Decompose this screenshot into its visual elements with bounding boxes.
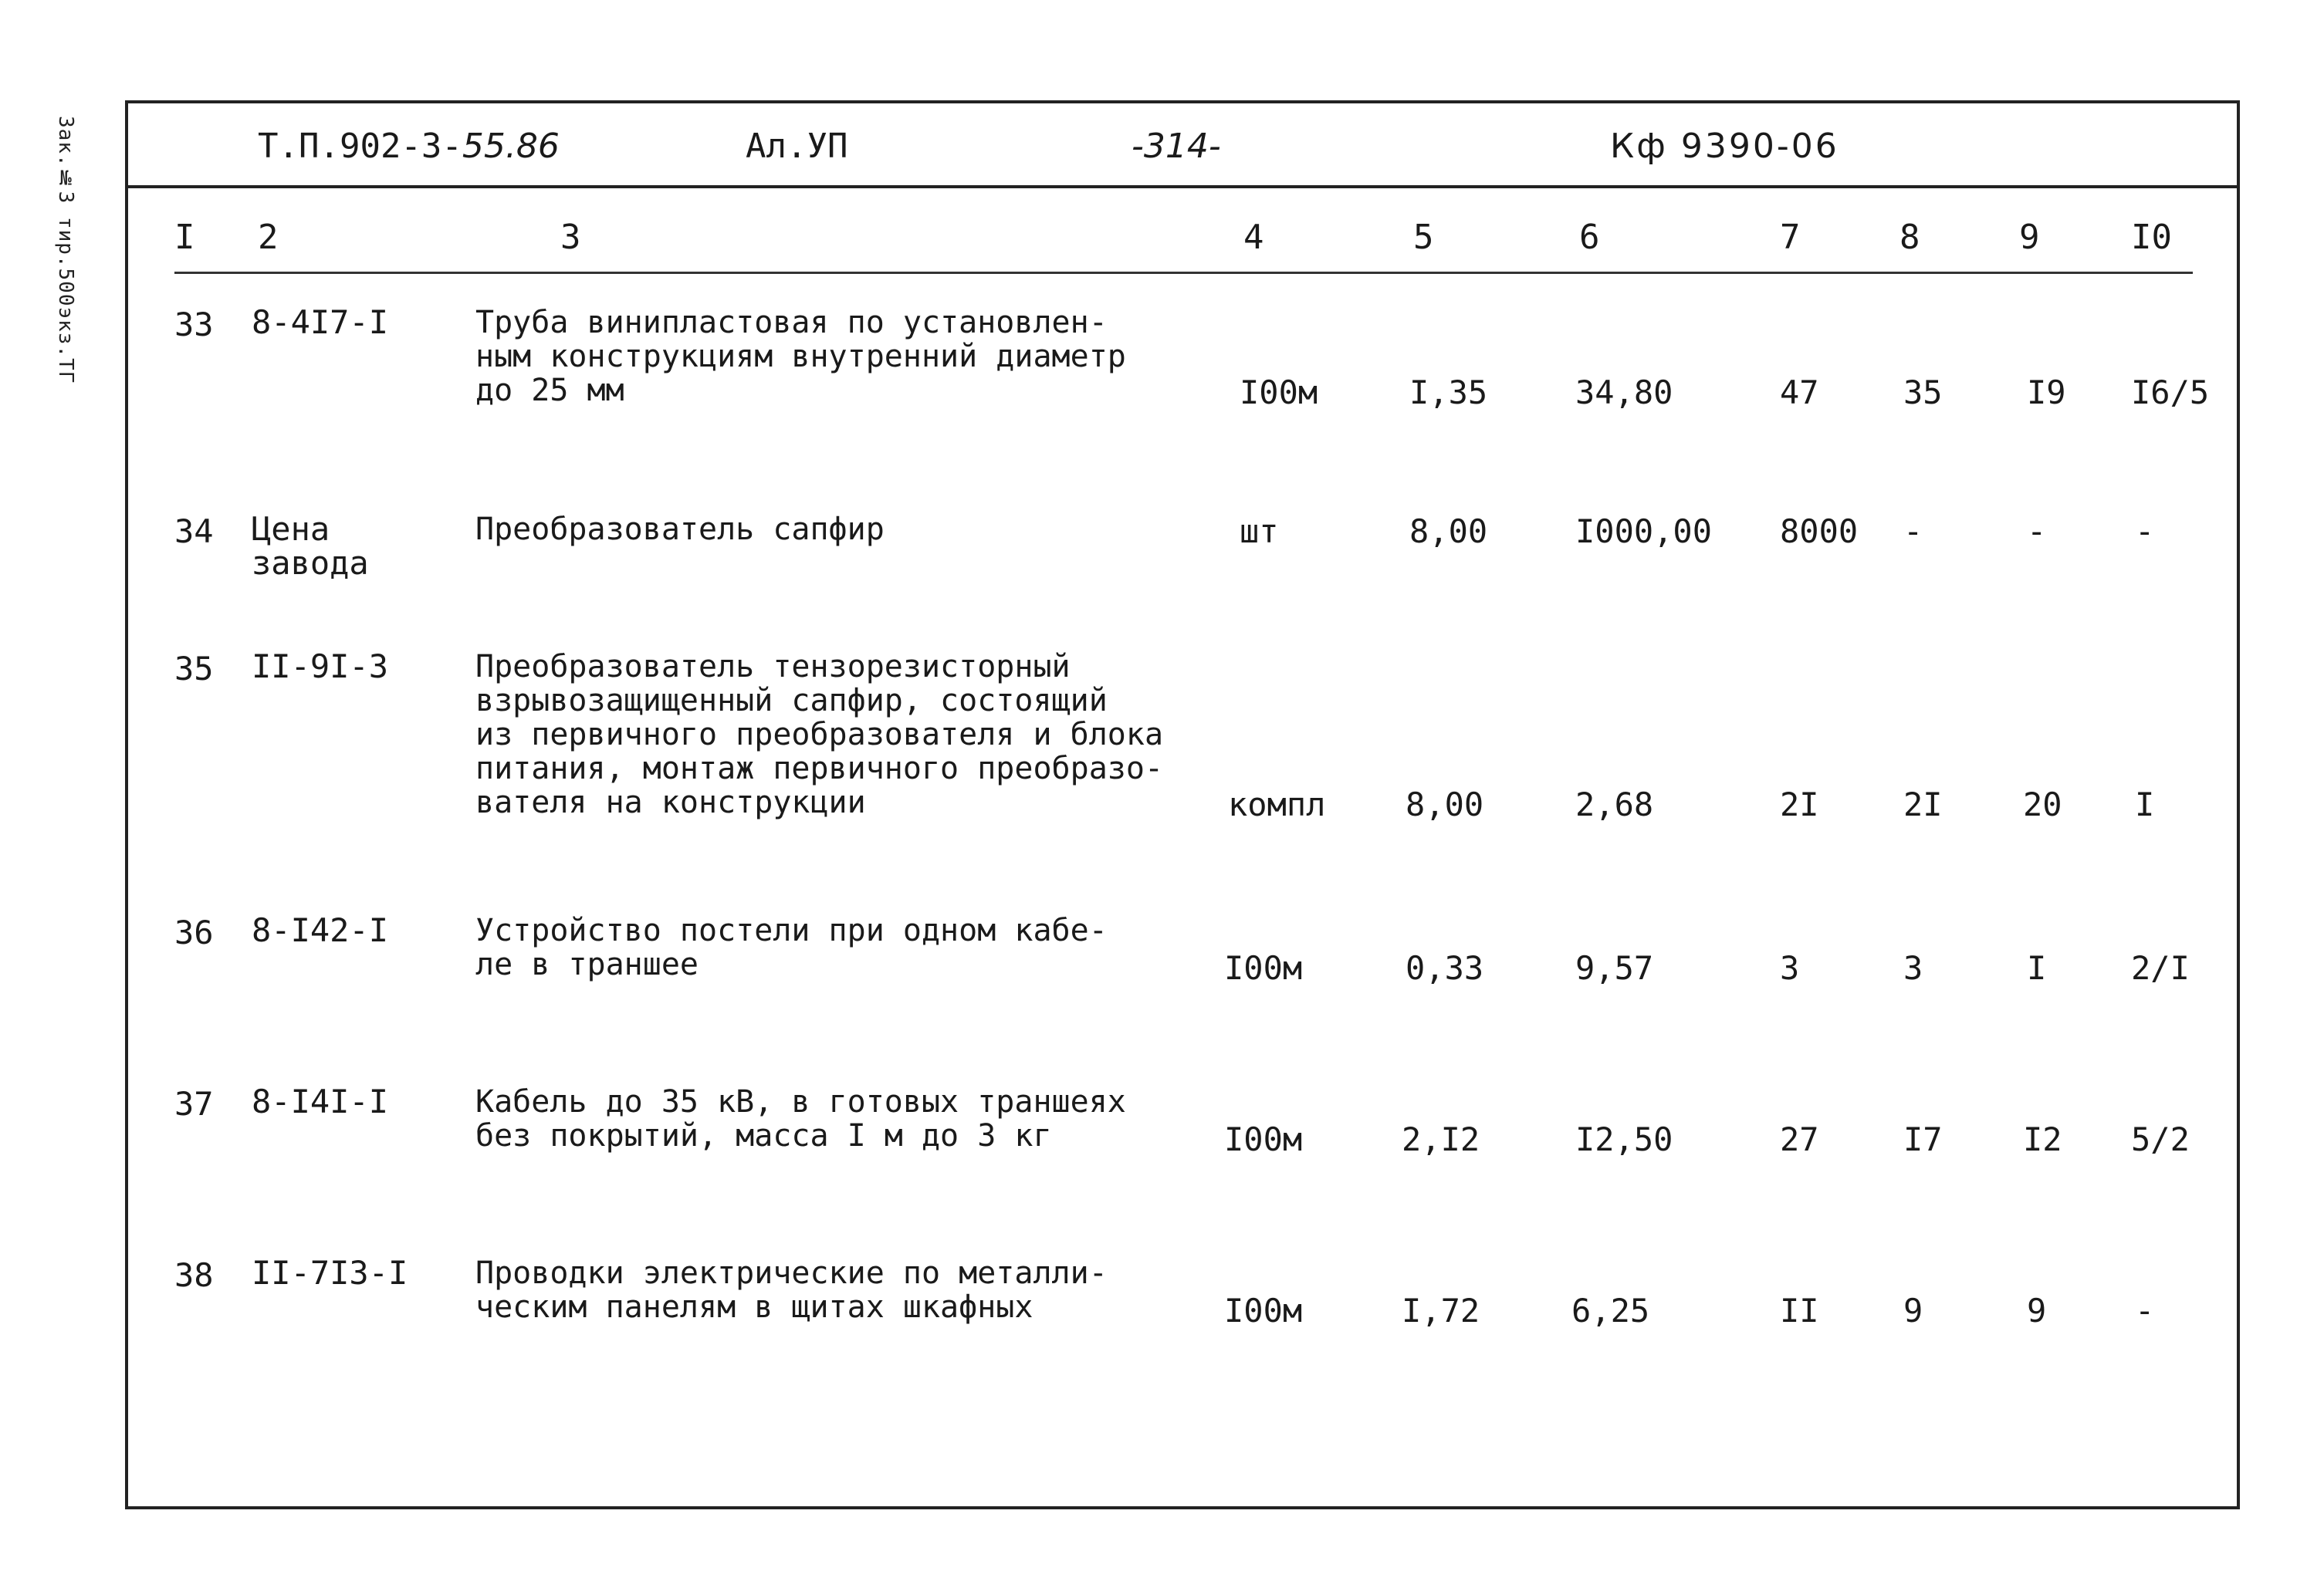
row-unit: I00м: [1240, 373, 1318, 411]
column-header: I0: [2131, 218, 2172, 257]
row-number: 37: [174, 1085, 214, 1123]
row-col9: I: [2027, 949, 2047, 987]
column-header: 9: [2019, 218, 2040, 257]
row-unit: I00м: [1224, 1292, 1303, 1330]
column-header-divider: [174, 272, 2193, 274]
row-col8: I7: [1903, 1120, 1943, 1158]
row-number: 38: [174, 1256, 214, 1294]
row-quantity: 2,I2: [1402, 1120, 1480, 1158]
row-col7: 47: [1780, 373, 1819, 411]
row-description: Преобразователь тензорезисторный взрывозащищенный сапфир, состоящий из первичного преобразователя и блока питания, монтаж первичного преобразо- вателя на конструкции: [475, 649, 1164, 820]
row-col10: 5/2: [2131, 1120, 2190, 1158]
row-description: Труба винипластовая по установлен- ным конструкциям внутренний диаметр до 25 мм: [475, 305, 1126, 408]
row-col10: -: [2135, 1292, 2155, 1330]
row-col9: 9: [2027, 1292, 2047, 1330]
row-col7: 8000: [1780, 512, 1859, 550]
row-col8: 2I: [1903, 786, 1943, 823]
column-header: I: [174, 218, 195, 257]
column-header: 3: [560, 218, 581, 257]
row-unit: шт: [1240, 512, 1279, 550]
row-col7: 2I: [1780, 786, 1819, 823]
row-col9: I9: [2027, 373, 2066, 411]
row-col9: I2: [2023, 1120, 2062, 1158]
row-number: 34: [174, 512, 214, 550]
row-quantity: 8,00: [1409, 512, 1488, 550]
column-header: 4: [1243, 218, 1264, 257]
document-code: Кф 9390-06: [1610, 127, 1839, 166]
row-code: 8-4I7-I: [252, 303, 389, 341]
row-number: 35: [174, 650, 214, 688]
row-price: 34,80: [1575, 373, 1673, 411]
row-col10: 2/I: [2131, 949, 2190, 987]
row-quantity: I,35: [1409, 373, 1488, 411]
row-price: 2,68: [1575, 786, 1654, 823]
row-col8: 3: [1903, 949, 1923, 987]
row-price: 6,25: [1571, 1292, 1650, 1330]
row-code: II-7I3-I: [252, 1254, 408, 1292]
row-col9: -: [2027, 512, 2047, 550]
row-code: Цена завода: [252, 510, 369, 582]
row-description: Кабель до 35 кВ, в готовых траншеях без покрытий, масса I м до 3 кг: [475, 1084, 1126, 1154]
page-number: -314-: [1132, 127, 1221, 166]
row-code: 8-I42-I: [252, 911, 389, 949]
row-unit: компл: [1228, 786, 1326, 823]
row-col10: I: [2135, 786, 2155, 823]
row-code: 8-I4I-I: [252, 1083, 389, 1120]
row-quantity: 8,00: [1406, 786, 1484, 823]
row-description: Проводки электрические по металли- ческим панелям в щитах шкафных: [475, 1255, 1108, 1325]
row-number: 36: [174, 914, 214, 951]
row-unit: I00м: [1224, 949, 1303, 987]
project-number: Т.П.902-3-55.86: [258, 127, 560, 166]
row-price: 9,57: [1575, 949, 1654, 987]
column-header: 8: [1899, 218, 1920, 257]
column-header: 2: [258, 218, 279, 257]
row-quantity: I,72: [1402, 1292, 1480, 1330]
row-col7: 27: [1780, 1120, 1819, 1158]
row-col9: 20: [2023, 786, 2062, 823]
margin-note: Зак.№3 тир.500экз.ТГ: [54, 116, 77, 384]
row-col10: I6/5: [2131, 373, 2210, 411]
album-label: Ал.УП: [746, 127, 848, 166]
row-quantity: 0,33: [1406, 949, 1484, 987]
row-price: I2,50: [1575, 1120, 1673, 1158]
column-header: 5: [1413, 218, 1434, 257]
header-divider: [128, 185, 2237, 188]
row-description: Преобразователь сапфир: [475, 512, 885, 547]
column-header: 7: [1780, 218, 1801, 257]
row-number: 33: [174, 306, 214, 343]
column-header: 6: [1579, 218, 1600, 257]
row-col10: -: [2135, 512, 2155, 550]
row-code: II-9I-3: [252, 647, 389, 685]
row-unit: I00м: [1224, 1120, 1303, 1158]
row-col8: -: [1903, 512, 1923, 550]
row-col8: 35: [1903, 373, 1943, 411]
row-price: I000,00: [1575, 512, 1713, 550]
row-col7: II: [1780, 1292, 1819, 1330]
document-frame: [125, 100, 2240, 1509]
row-col7: 3: [1780, 949, 1800, 987]
row-col8: 9: [1903, 1292, 1923, 1330]
row-description: Устройство постели при одном кабе- ле в траншее: [475, 913, 1108, 982]
